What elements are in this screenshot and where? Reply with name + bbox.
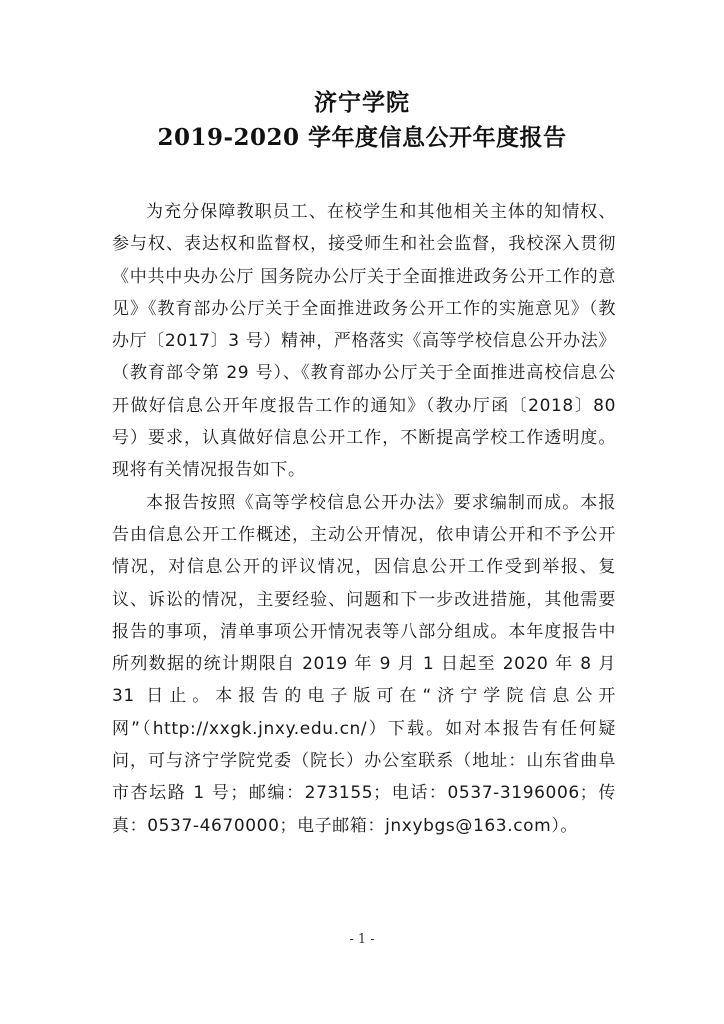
title-report-name: 2019-2020 学年度信息公开年度报告 xyxy=(157,124,567,151)
paragraph-intro: 为充分保障教职员工、在校学生和其他相关主体的知情权、参与权、表达权和监督权，接受师生和社会监督，我校深入贯彻《中共中央办公厅 国务院办公厅关于全面推进政务公开工作的意见》《教育部办公厅关于全面推进政务公开工作的实施意见》（教办厅〔2017〕3 号）精神，严格落实《高等学校信息公开办法》（教育部令第 29 号）、《教育部办公厅关于全面推进高校信息公开做好信息公开年度报告工作的通知》（教办厅函〔2018〕80 号）要求，认真做好信息公开工作，不断提高学校工作透明度。现将有关情况报告如下。 xyxy=(112,202,616,481)
document-body xyxy=(112,196,616,842)
title-institution: 济宁学院 xyxy=(314,89,410,116)
page-number: - 1 - xyxy=(349,932,375,947)
paragraph-scope: 本报告按照《高等学校信息公开办法》要求编制而成。本报告由信息公开工作概述，主动公开情况，依申请公开和不予公开情况，对信息公开的评议情况，因信息公开工作受到举报、复议、诉讼的情况，主要经验、问题和下一步改进措施，其他需要报告的事项，清单事项公开情况表等八部分组成。本年度报告中所列数据的统计期限自 2019 年 9 月 1 日起至 2020 年 8 月 31 日止。本报告的电子版可在“济宁学院信息公开网”（http://xxgk.jnxy.edu.cn/）下载。如对本报告有任何疑问，可与济宁学院党委（院长）办公室联系（地址：山东省曲阜市杏坛路 1 号；邮编：273155；电话：0537-3196006；传真：0537-4670000；电子邮箱：jnxybgs@163.com）。 xyxy=(112,492,616,836)
document-title xyxy=(0,88,724,155)
